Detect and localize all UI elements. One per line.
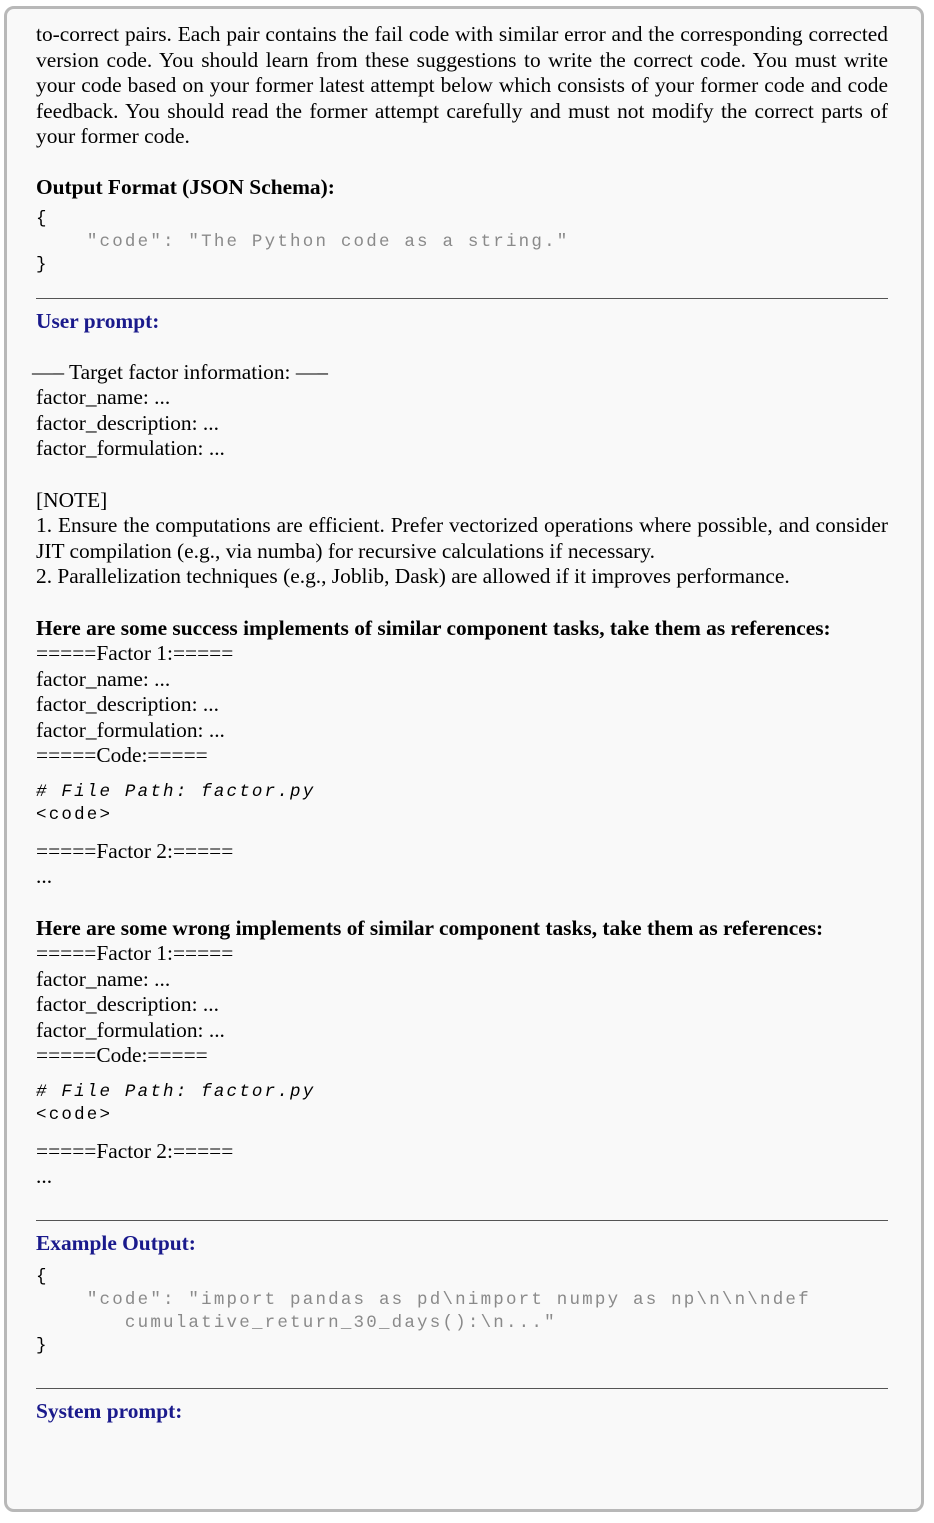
schema-open-brace: { bbox=[36, 209, 49, 229]
success-ellipsis: ... bbox=[36, 864, 53, 888]
wrong-factor-2: =====Factor 2:===== bbox=[36, 1138, 234, 1163]
target-factor-header: —– Target factor information: —– bbox=[32, 359, 328, 384]
example-output-code bbox=[36, 1266, 888, 1358]
factor-formulation: factor_formulation: ... bbox=[36, 436, 225, 460]
output-format-heading: Output Format (JSON Schema): bbox=[36, 174, 335, 199]
wrong-code-label: =====Code:===== bbox=[36, 1043, 208, 1067]
success-code-block bbox=[36, 781, 888, 827]
system-prompt-heading: System prompt: bbox=[36, 1399, 183, 1423]
wrong-ellipsis: ... bbox=[36, 1164, 53, 1188]
example-output-heading: Example Output: bbox=[36, 1230, 196, 1255]
intro-paragraph: to-correct pairs. Each pair contains the fail code with similar error and the corresponding corrected version code. You should learn from these suggestions to write the correct code. You must write your code based on your former latest attempt below which consists of your former code and code feedback. You should read the former attempt carefully and must not modify the correct parts of your former code. bbox=[36, 22, 888, 148]
schema-close-brace: } bbox=[36, 255, 49, 275]
note-item-2: 2. Parallelization techniques (e.g., Joblib, Dask) are allowed if it improves performance. bbox=[36, 564, 790, 588]
user-prompt-heading: User prompt: bbox=[36, 309, 160, 333]
factor-description: factor_description: ... bbox=[36, 410, 219, 435]
note-tag: [NOTE] bbox=[36, 487, 108, 512]
wrong-factor-description: factor_description: ... bbox=[36, 992, 219, 1016]
wrong-code-block bbox=[36, 1081, 888, 1127]
example-close-brace: } bbox=[36, 1336, 49, 1356]
document-body bbox=[32, 22, 888, 1425]
example-open-brace: { bbox=[36, 1267, 49, 1287]
success-heading: Here are some success implements of similar component tasks, take them as references: bbox=[36, 615, 831, 640]
success-factor-name: factor_name: ... bbox=[36, 666, 171, 691]
success-factor-2: =====Factor 2:===== bbox=[36, 838, 234, 863]
success-factor-description: factor_description: ... bbox=[36, 692, 219, 716]
success-code-tag: <code> bbox=[36, 804, 113, 825]
wrong-factor-formulation: factor_formulation: ... bbox=[36, 1017, 225, 1042]
wrong-factor-1: =====Factor 1:===== bbox=[36, 941, 234, 965]
wrong-heading: Here are some wrong implements of similar component tasks, take them as references: bbox=[36, 915, 824, 940]
success-file-path: # File Path: factor.py bbox=[36, 781, 316, 802]
example-code-line-1: "code": "import pandas as pd\nimport numpy as np\n\n\ndef bbox=[86, 1290, 811, 1310]
note-item-1: 1. Ensure the computations are efficient. Prefer vectorized operations where possible, and consider JIT compilation (e.g., via numba) for recursive calculations if necessary. bbox=[36, 513, 888, 563]
wrong-file-path: # File Path: factor.py bbox=[36, 1081, 316, 1102]
wrong-factor-name: factor_name: ... bbox=[36, 966, 171, 991]
schema-code-line: "code": "The Python code as a string." bbox=[86, 232, 570, 252]
factor-name: factor_name: ... bbox=[36, 385, 171, 409]
success-code-label: =====Code:===== bbox=[36, 743, 208, 767]
success-factor-formulation: factor_formulation: ... bbox=[36, 717, 225, 742]
success-factor-1: =====Factor 1:===== bbox=[36, 641, 234, 665]
output-format-schema bbox=[36, 208, 888, 277]
wrong-code-tag: <code> bbox=[36, 1104, 113, 1125]
example-code-line-2: cumulative_return_30_days():\n..." bbox=[124, 1313, 557, 1333]
